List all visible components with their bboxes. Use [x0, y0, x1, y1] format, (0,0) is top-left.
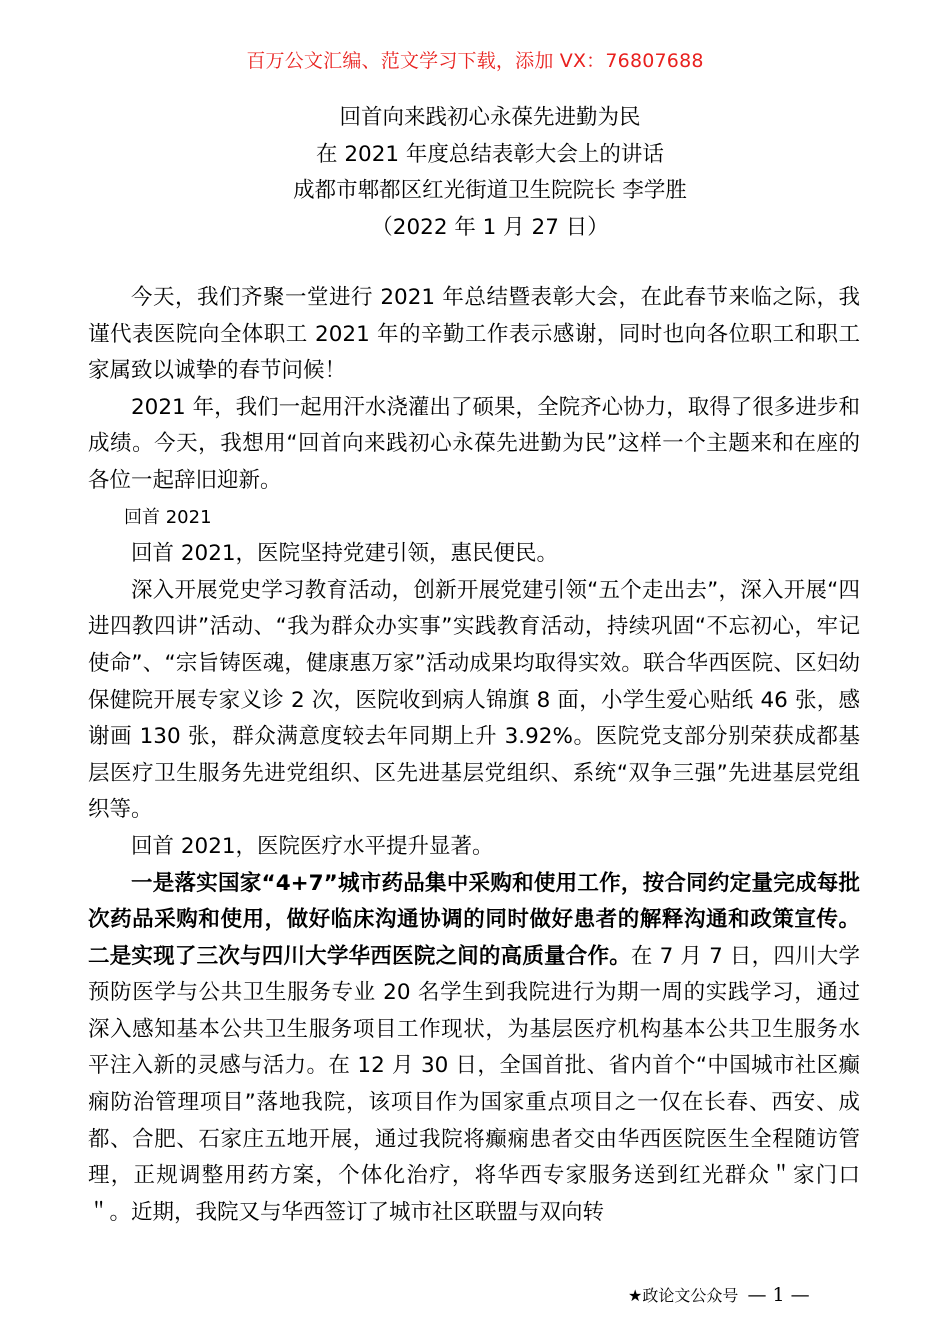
- paragraph-opening: 今天，我们齐聚一堂进行 2021 年总结暨表彰大会，在此春节来临之际，我谨代表医院向全体职工 2021 年的辛勤工作表示感谢，同时也向各位职工和职工家属致以诚挚的春节问候！: [88, 285, 860, 384]
- paragraph-medical-intro: 回首 2021，医院医疗水平提升显著。: [131, 833, 494, 859]
- document-subtitle: 在 2021 年度总结表彰大会上的讲话: [316, 141, 664, 167]
- page-footer: [628, 1283, 810, 1306]
- watermark-banner: 百万公文汇编、范文学习下载，添加 VX：76807688: [246, 50, 704, 72]
- paragraph-medical-detail: [88, 866, 860, 1232]
- paragraph-party-building: 深入开展党史学习教育活动，创新开展党建引领“五个走出去”，深入开展“四进四教四讲”活动、“我为群众办实事”实践教育活动，持续巩固“不忘初心，牢记使命”、“宗旨铸医魂，健康惠万家”活动成果均取得实效。联合华西医院、区妇幼保健院开展专家义诊 2 次，医院收到病人锦旗 8 面，小学生爱心贴纸 46 张，感谢画 130 张，群众满意度较去年同期上升 3.92%。医院党支部分别荣获成都基层医疗卫生服务先进党组织、区先进基层党组织、系统“双争三强”先进基层党组织等。: [88, 577, 860, 823]
- section-heading: 回首 2021: [124, 506, 212, 528]
- paragraph-theme: 2021 年，我们一起用汗水浇灌出了硕果，全院齐心协力，取得了很多进步和成绩。今天，我想用“回首向来践初心永葆先进勤为民”这样一个主题来和在座的各位一起辞旧迎新。: [88, 394, 860, 493]
- bold-highlight: 一是落实国家“4+7”城市药品集中采购和使用工作，按合同约定量完成每批次药品采购和使用，做好临床沟通协调的同时做好患者的解释沟通和政策宣传。二是实现了三次与四川大学华西医院之间的高质量合作。: [88, 870, 860, 969]
- document-body: [88, 280, 860, 1231]
- paragraph-medical-text: 在 7 月 7 日，四川大学预防医学与公共卫生服务专业 20 名学生到我院进行为期一周的实践学习，通过深入感知基本公共卫生服务项目工作现状，为基层医疗机构基本公共卫生服务水平注入新的灵感与活力。在 12 月 30 日，全国首批、省内首个“中国城市社区癫痫防治管理项目”落地我院，该项目作为国家重点项目之一仅在长春、西安、成都、合肥、石家庄五地开展，通过我院将癫痫患者交由华西医院医生全程随访管理，正规调整用药方案，个体化治疗，将华西专家服务送到红光群众＂家门口＂。近期，我院又与华西签订了城市社区联盟与双向转: [88, 943, 860, 1225]
- document-title-block: [0, 100, 950, 246]
- speaker-line: 成都市郫都区红光街道卫生院院长 李学胜: [293, 178, 687, 203]
- document-date: （2022 年 1 月 27 日）: [371, 214, 609, 240]
- document-title: 回首向来践初心永葆先进勤为民: [339, 105, 641, 130]
- page-number: — 1 —: [747, 1284, 810, 1306]
- footer-source: ★政论文公众号: [628, 1286, 739, 1305]
- paragraph-party-building-intro: 回首 2021，医院坚持党建引领，惠民便民。: [131, 541, 559, 567]
